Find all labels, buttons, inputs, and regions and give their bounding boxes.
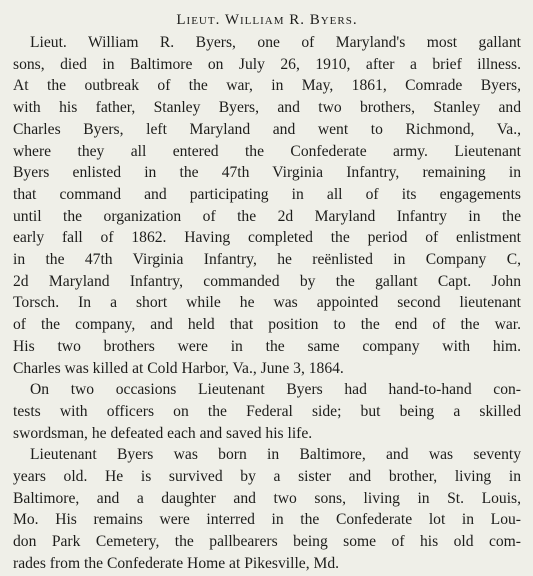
text-line: Torsch. In a short while he was appointed second lieutenant <box>13 294 521 312</box>
text-line: that command and participating in all of its engagements <box>13 185 521 203</box>
text-line: Charles was killed at Cold Harbor, Va., June 3, 1864. <box>13 359 344 377</box>
text-line: where they all entered the Confederate army. Lieutenant <box>13 142 521 160</box>
paragraph-3 <box>13 444 521 574</box>
paragraph-1 <box>13 32 521 379</box>
text-line: in the 47th Virginia Infantry, he reënlisted in Company C, <box>13 251 521 269</box>
text-line: of the company, and held that position to the end of the war. <box>13 316 521 334</box>
text-line: early fall of 1862. Having completed the period of enlistment <box>13 229 521 247</box>
text-line: Byers enlisted in the 47th Virginia Infantry, remaining in <box>13 164 521 182</box>
text-line: Lieutenant Byers was born in Baltimore, and was seventy <box>30 446 521 464</box>
article-title: Lieut. William R. Byers. <box>176 12 358 28</box>
text-line: don Park Cemetery, the pallbearers being some of his old com- <box>13 533 521 551</box>
text-line: Baltimore, and a daughter and two sons, living in St. Louis, <box>13 489 521 507</box>
text-line: His two brothers were in the same company with him. <box>13 337 521 355</box>
text-line: 2d Maryland Infantry, commanded by the gallant Capt. John <box>13 272 521 290</box>
text-line: At the outbreak of the war, in May, 1861, Comrade Byers, <box>13 77 521 95</box>
text-line: Lieut. William R. Byers, one of Maryland's most gallant <box>30 34 521 51</box>
paragraph-2 <box>13 379 521 444</box>
text-line: rades from the Confederate Home at Pikesville, Md. <box>13 554 340 572</box>
text-line: until the organization of the 2d Maryland Infantry in the <box>13 207 521 225</box>
text-line: sons, died in Baltimore on July 26, 1910, after a brief illness. <box>13 55 521 73</box>
text-line: On two occasions Lieutenant Byers had hand-to-hand con- <box>30 381 521 399</box>
text-line: with his father, Stanley Byers, and two brothers, Stanley and <box>13 99 521 117</box>
text-line: swordsman, he defeated each and saved his life. <box>13 424 313 442</box>
text-line: Mo. His remains were interred in the Confederate lot in Lou- <box>13 511 521 529</box>
text-line: tests with officers on the Federal side; but being a skilled <box>13 402 521 420</box>
text-line: Charles Byers, left Maryland and went to Richmond, Va., <box>13 120 521 138</box>
text-line: years old. He is survived by a sister and brother, living in <box>13 468 521 486</box>
